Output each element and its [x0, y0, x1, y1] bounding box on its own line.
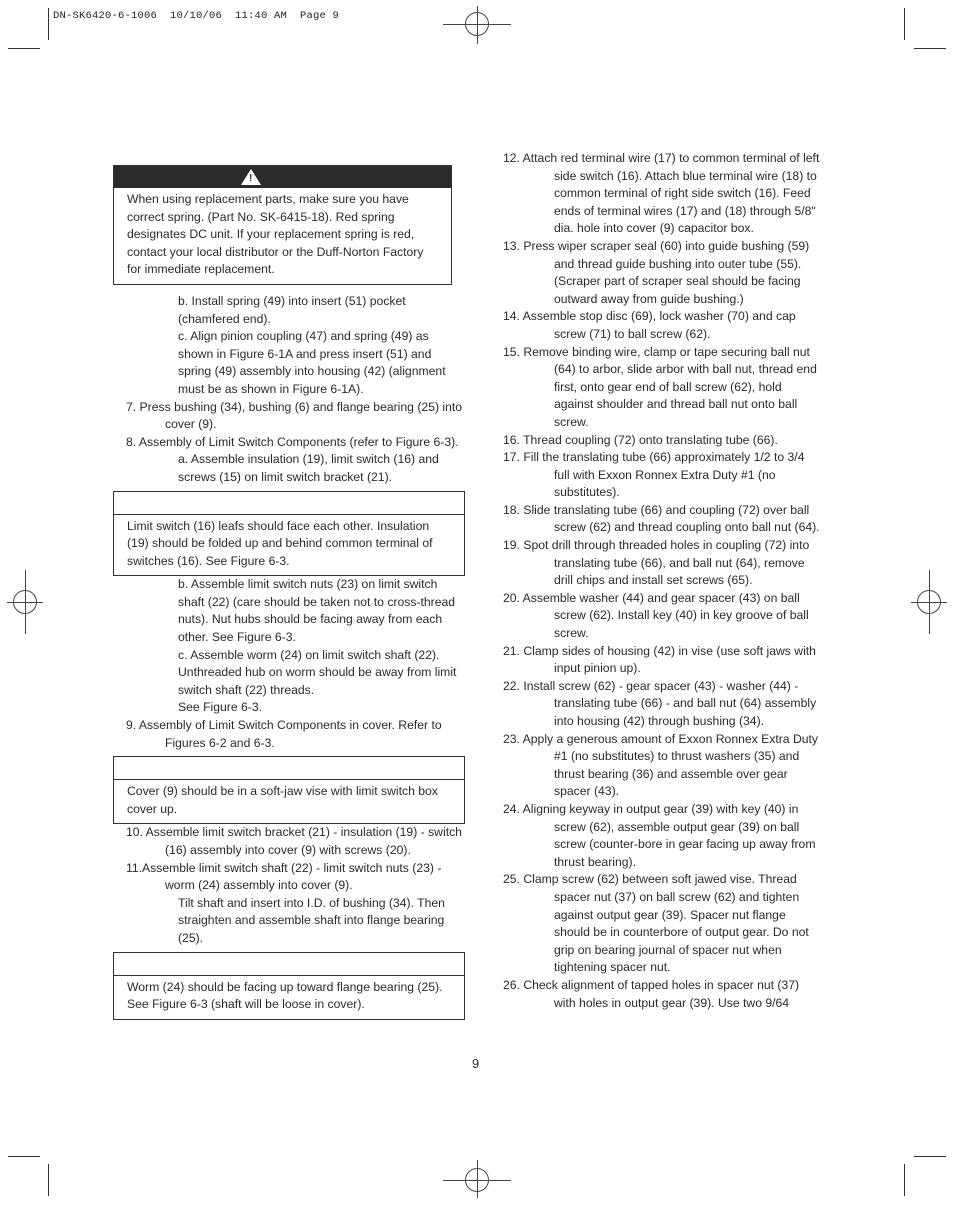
numbered-step: 11.Assemble limit switch shaft (22) - limit switch nuts (23) - worm (24) assembly into cover (9).	[126, 860, 442, 893]
warning-header	[114, 166, 451, 188]
numbered-step: 19. Spot drill through threaded holes in coupling (72) into translating tube (66), and ball nut (64), remove drill chips and install set screws (65).	[503, 538, 810, 588]
warning-box	[113, 165, 452, 285]
warning-exclamation-icon: !	[249, 173, 253, 184]
crop-mark	[904, 8, 905, 40]
numbered-step: 14. Assemble stop disc (69), lock washer (70) and cap screw (71) to ball screw (62).	[503, 309, 796, 341]
warning-text: When using replacement parts, make sure you have correct spring. (Part No. SK-6415-18). Red spring designates DC unit. If your replacement spring is red, contact your local distributor or the Duff-Norton Factory for immediate replacement.	[127, 192, 424, 277]
right-instructions	[503, 150, 823, 1012]
numbered-step: 13. Press wiper scraper seal (60) into guide bushing (59) and thread guide bushing into outer tube (55). (Scraper part of scraper seal should be facing outward away from guide bushing.)	[503, 238, 810, 306]
note-text: Cover (9) should be in a soft-jaw vise with limit switch box cover up.	[127, 784, 438, 816]
numbered-step: 10. Assemble limit switch bracket (21) - insulation (19) - switch (16) assembly into cover (9) with screws (20).	[126, 825, 462, 857]
numbered-step: 18. Slide translating tube (66) and coupling (72) over ball screw (62) and thread coupling onto ball nut (64).	[503, 502, 820, 535]
numbered-step: 25. Clamp screw (62) between soft jawed vise. Thread spacer nut (37) on ball screw (62) and tighten against output gear (39). Spacer nut flange should be in counterbore of output gear. Do not grip on bearing journal of spacer nut when tightening spacer nut.	[503, 872, 809, 975]
print-slug: DN-SK6420-6-1006 10/10/06 11:40 AM Page 9	[53, 10, 340, 22]
crop-mark	[48, 1164, 49, 1196]
numbered-step: 23. Apply a generous amount of Exxon Ronnex Extra Duty #1 (no substitutes) to thrust washers (35) and thrust bearing (36) and assemble over gear spacer (43).	[503, 731, 819, 799]
sub-step: b. Install spring (49) into insert (51) pocket (chamfered end).	[178, 293, 406, 326]
registration-mark	[477, 6, 478, 44]
numbered-step: 26. Check alignment of tapped holes in spacer nut (37) with holes in output gear (39). Use two 9/64	[503, 977, 800, 1010]
note-box	[113, 491, 465, 577]
registration-mark	[929, 570, 930, 634]
numbered-step: 9. Assembly of Limit Switch Components in cover. Refer to Figures 6-2 and 6-3.	[126, 718, 442, 750]
right-column	[503, 150, 823, 1012]
sub-step: b. Assemble limit switch nuts (23) on limit switch shaft (22) (care should be taken not to cross-thread nuts). Nut hubs should be facing away from each other. See Figure 6-3.	[178, 577, 456, 645]
numbered-step: 24. Aligning keyway in output gear (39) with key (40) in screw (62), assemble output gear (39) on ball screw (counter-bore in gear facing up away from thrust bearing).	[503, 801, 816, 869]
numbered-step: 22. Install screw (62) - gear spacer (43) - washer (44) - translating tube (66) - and ball nut (64) assembly into housing (42) through bushing (34).	[503, 678, 817, 728]
numbered-step: 16. Thread coupling (72) onto translating tube (66).	[503, 432, 778, 447]
crop-mark	[8, 48, 40, 49]
sub-step: c. Assemble worm (24) on limit switch shaft (22). Unthreaded hub on worm should be away from limit switch shaft (22) threads.	[178, 647, 457, 697]
note-box	[113, 952, 465, 1020]
numbered-step: 20. Assemble washer (44) and gear spacer (43) on ball screw (62). Install key (40) in key groove of ball screw.	[503, 590, 809, 641]
numbered-step: 15. Remove binding wire, clamp or tape securing ball nut (64) to arbor, slide arbor with ball nut, thread end first, onto gear end of ball screw (62), hold against shoulder and thread ball nut onto ball screw.	[503, 344, 817, 429]
crop-mark	[8, 1156, 40, 1157]
crop-mark	[904, 1164, 905, 1196]
numbered-step: 8. Assembly of Limit Switch Components (refer to Figure 6-3).	[126, 434, 459, 449]
registration-mark	[477, 1160, 478, 1198]
note-header	[114, 953, 464, 976]
numbered-step: 7. Press bushing (34), bushing (6) and flange bearing (25) into cover (9).	[126, 399, 463, 432]
note-header	[114, 492, 464, 515]
note-text: Worm (24) should be facing up toward flange bearing (25). See Figure 6-3 (shaft will be loose in cover).	[127, 979, 443, 1012]
crop-mark	[48, 8, 49, 40]
note-header	[114, 757, 464, 780]
sub-step: a. Assemble insulation (19), limit switch (16) and screws (15) on limit switch bracket (21).	[178, 452, 439, 484]
note-box	[113, 756, 465, 824]
sub-step: c. Align pinion coupling (47) and spring (49) as shown in Figure 6-1A and press insert (51) and spring (49) assembly into housing (42) (alignment must be as shown in Figure 6-1A).	[178, 329, 446, 396]
registration-mark	[25, 570, 26, 634]
note-text: Limit switch (16) leafs should face each other. Insulation (19) should be folded up and behind common terminal of switches (16). See Figure 6-3.	[127, 518, 433, 568]
numbered-step: 21. Clamp sides of housing (42) in vise (use soft jaws with input pinion up).	[503, 643, 816, 676]
numbered-step: 12. Attach red terminal wire (17) to common terminal of left side switch (16). Attach blue terminal wire (18) to common terminal of right side switch (16). Feed ends of terminal wires (17) and (18) through 5/8" dia. hole into cover (9) capacitor box.	[503, 151, 820, 236]
page-number: 9	[472, 1056, 480, 1071]
numbered-step: 17. Fill the translating tube (66) approximately 1/2 to 3/4 full with Exxon Ronnex Extra Duty #1 (no substitutes).	[503, 450, 805, 500]
crop-mark	[914, 48, 946, 49]
left-instructions	[113, 293, 465, 1020]
sub-step: Tilt shaft and insert into I.D. of bushing (34). Then straighten and assemble shaft into flange bearing (25).	[178, 895, 445, 945]
crop-mark	[914, 1156, 946, 1157]
sub-step: See Figure 6-3.	[178, 700, 263, 715]
left-column	[113, 165, 465, 1020]
